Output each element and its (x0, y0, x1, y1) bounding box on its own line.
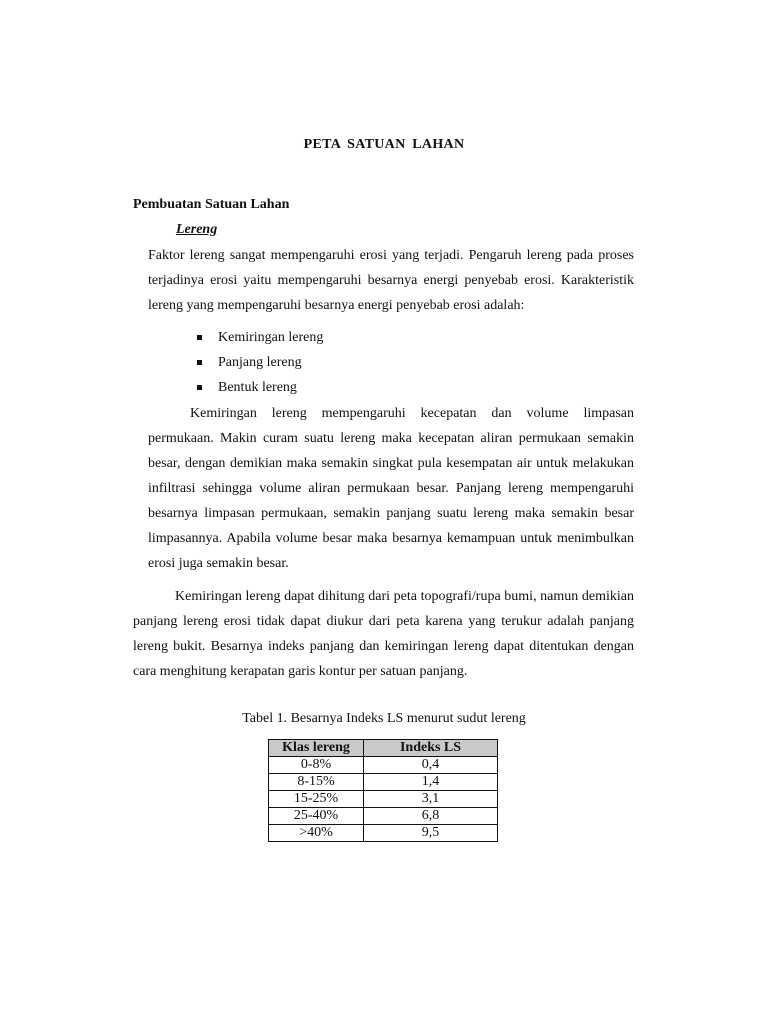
list-item-label: Kemiringan lereng (218, 330, 324, 345)
table-cell: 3,1 (364, 791, 498, 808)
subsection-heading: Lereng (176, 222, 218, 237)
paragraph-intro: Faktor lereng sangat mempengaruhi erosi yang terjadi. Pengaruh lereng pada proses terjadinya erosi yaitu mempengaruhi besarnya energi penyebab erosi. Karakteristik lereng yang mempengaruhi besarnya energi penyebab erosi adalah: (148, 248, 634, 313)
bullet-square-icon (197, 360, 202, 365)
bullet-square-icon (197, 385, 202, 390)
column-header-ls-index: Indeks LS (364, 740, 498, 757)
table-caption (0, 711, 768, 727)
table-row (269, 774, 498, 791)
table-cell: 15-25% (269, 791, 364, 808)
list-item-label: Bentuk lereng (218, 380, 297, 395)
list-item (196, 350, 323, 375)
page-title: PETA SATUAN LAHAN (303, 137, 465, 152)
list-item (196, 375, 323, 400)
table-cell: 6,8 (364, 808, 498, 825)
paragraph-slope-measurement: Kemiringan lereng dapat dihitung dari peta topografi/rupa bumi, namun demikian panjang lereng erosi tidak dapat diukur dari peta karena yang terukur adalah panjang lereng bukit. Besarnya indeks panjang dan kemiringan lereng dapat ditentukan dengan cara menghitung kerapatan garis kontur per satuan panjang. (133, 589, 634, 679)
table-caption-text: Tabel 1. Besarnya Indeks LS menurut sudut lereng (242, 711, 526, 726)
paragraph-slope-effect: Kemiringan lereng mempengaruhi kecepatan dan volume limpasan permukaan. Makin curam suatu lereng maka kecepatan aliran permukaan semakin besar, dengan demikian maka semakin singkat pula kesempatan air untuk melakukan infiltrasi sehingga volume aliran permukaan besar. Panjang lereng mempengaruhi besarnya limpasan permukaan, semakin panjang suatu lereng maka semakin besar limpasannya. Apabila volume besar maka besarnya kemampuan untuk menimbulkan erosi juga semakin besar. (148, 406, 634, 571)
section-heading: Pembuatan Satuan Lahan (133, 197, 290, 212)
table-cell: >40% (269, 825, 364, 842)
table-row (269, 808, 498, 825)
ls-index-table (268, 739, 498, 842)
table-row (269, 825, 498, 842)
table-cell: 9,5 (364, 825, 498, 842)
table-cell: 0-8% (269, 757, 364, 774)
table-cell: 1,4 (364, 774, 498, 791)
bullet-list (196, 325, 323, 400)
bullet-square-icon (197, 335, 202, 340)
table-cell: 25-40% (269, 808, 364, 825)
table-header-row (269, 740, 498, 757)
list-item-label: Panjang lereng (218, 355, 302, 370)
table-cell: 0,4 (364, 757, 498, 774)
list-item (196, 325, 323, 350)
column-header-slope-class: Klas lereng (269, 740, 364, 757)
table-row (269, 757, 498, 774)
table-cell: 8-15% (269, 774, 364, 791)
table-row (269, 791, 498, 808)
